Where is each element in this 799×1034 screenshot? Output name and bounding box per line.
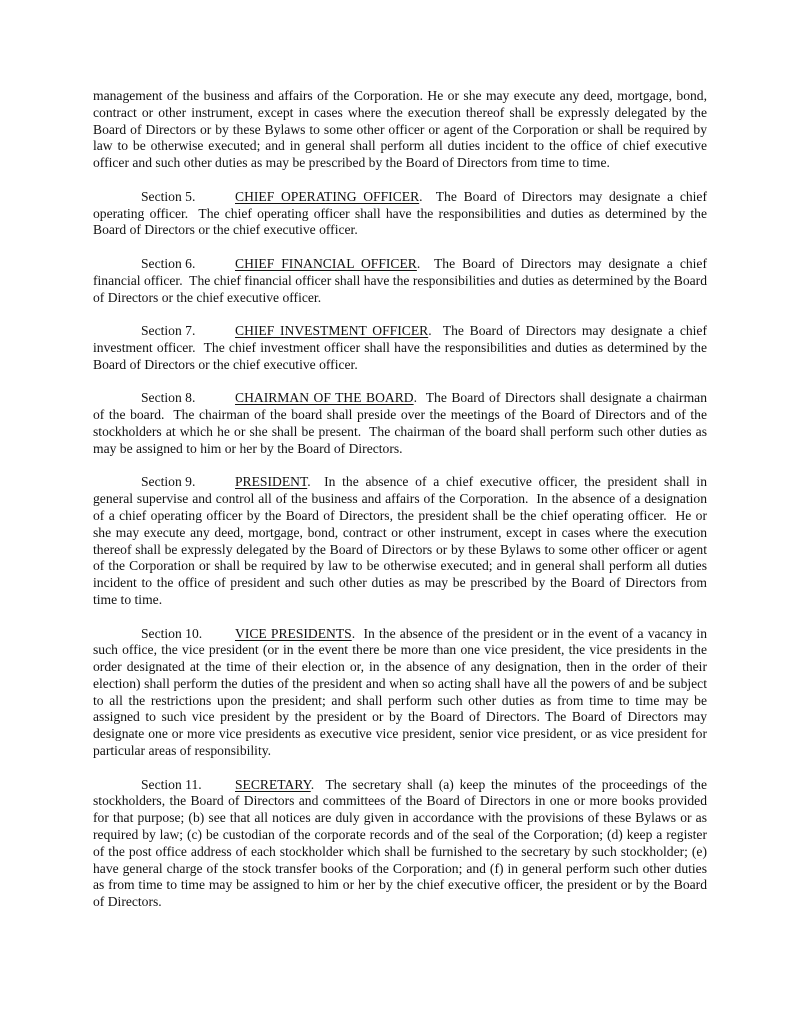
- section-label: Section 8.: [141, 390, 196, 406]
- intro-paragraph: management of the business and affairs of the Corporation. He or she may execute any deed, mortgage, bond, contract or other instrument, except in cases where the execution thereof shall be expressly delegated by the Board of Directors or by these Bylaws to some other officer or agent of the Corporation or shall be required by law to be otherwise executed; and in general shall perform all duties incident to the office of chief executive officer and such other duties as may be prescribed by the Board of Directors from time to time.: [93, 88, 707, 171]
- section-heading: VICE PRESIDENTS: [235, 625, 352, 641]
- heading-punctuation: .: [413, 390, 418, 406]
- section-9-paragraph: [93, 474, 711, 608]
- section-label: Section 5.: [141, 188, 196, 204]
- section-10-paragraph: [93, 625, 711, 760]
- section-body: In the absence of the president or in the event of a vacancy in such office, the vice president (or in the event there be more than one vice president, the vice presidents in the order designated at the time of their election or, in the absence of any designation, then in the order of their election) shall perform the duties of the president and when so acting shall have all the powers of and be subject to all the restrictions upon the president; and shall perform such other duties as from time to time may be assigned to such vice president by the president or by the Board of Directors. The Board of Directors may designate one or more vice presidents as executive vice president, senior vice president, or as vice president for particular areas of responsibility.: [93, 625, 711, 759]
- heading-punctuation: .: [351, 625, 356, 641]
- section-label: Section 11.: [141, 776, 202, 792]
- heading-punctuation: .: [419, 188, 423, 204]
- document-page: [93, 88, 711, 928]
- section-body: The secretary shall (a) keep the minutes of the proceedings of the stockholders, the Board of Directors and committees of the Board of Directors in one or more books provided for that purpose; (b) see that all notices are duly given in accordance with the provisions of these Bylaws or as required by law; (c) be custodian of the corporate records and of the seal of the Corporation; (d) keep a register of the post office address of each stockholder which shall be furnished to the secretary by such stockholder; (e) have general charge of the stock transfer books of the Corporation; and (f) in general perform such other duties as from time to time may be assigned to him or her by the chief executive officer, the president or by the Board of Directors.: [93, 776, 711, 910]
- section-7-paragraph: [93, 323, 711, 373]
- section-body: The Board of Directors may designate a chief investment officer. The chief investment officer shall have the responsibilities and duties as determined by the Board of Directors or the chief executive officer.: [93, 323, 711, 372]
- section-body: The Board of Directors shall designate a chairman of the board. The chairman of the board shall preside over the meetings of the Board of Directors and of the stockholders at which he or she shall be present. The chairman of the board shall perform such other duties as may be assigned to him or her by the Board of Directors.: [93, 390, 711, 456]
- heading-punctuation: .: [307, 474, 311, 490]
- section-8-paragraph: [93, 390, 711, 457]
- section-body: The Board of Directors may designate a chief operating officer. The chief operating officer shall have the responsibilities and duties as determined by the Board of Directors or the chief executive officer.: [93, 188, 711, 238]
- heading-punctuation: .: [428, 323, 432, 339]
- section-heading: SECRETARY: [235, 776, 311, 792]
- section-heading: CHAIRMAN OF THE BOARD: [235, 390, 414, 406]
- section-label: Section 6.: [141, 255, 196, 271]
- section-6-paragraph: [93, 255, 711, 306]
- section-body: In the absence of a chief executive officer, the president shall in general supervise and control all of the business and affairs of the Corporation. In the absence of a designation of a chief operating officer by the Board of Directors, the president shall be the chief operating officer. He or she may execute any deed, mortgage, bond, contract or other instrument, except in cases where the execution thereof shall be expressly delegated by the Board of Directors or by these Bylaws to some other officer or agent of the Corporation or shall be required by law to be otherwise executed; and in general shall perform all duties incident to the office of president and such other duties as may be prescribed by the Board of Directors from time to time.: [93, 474, 711, 607]
- section-label: Section 7.: [141, 323, 196, 339]
- section-heading: PRESIDENT: [235, 474, 308, 490]
- section-5-paragraph: [93, 188, 711, 239]
- heading-punctuation: .: [310, 776, 315, 792]
- section-heading: CHIEF OPERATING OFFICER: [235, 188, 420, 204]
- section-heading: CHIEF INVESTMENT OFFICER: [235, 323, 429, 339]
- heading-punctuation: .: [416, 255, 421, 271]
- section-11-paragraph: [93, 776, 711, 911]
- section-label: Section 9.: [141, 474, 196, 490]
- section-body: The Board of Directors may designate a chief financial officer. The chief financial officer shall have the responsibilities and duties as determined by the Board of Directors or the chief executive officer.: [93, 255, 711, 305]
- section-heading: CHIEF FINANCIAL OFFICER: [235, 255, 417, 271]
- section-label: Section 10.: [141, 625, 203, 641]
